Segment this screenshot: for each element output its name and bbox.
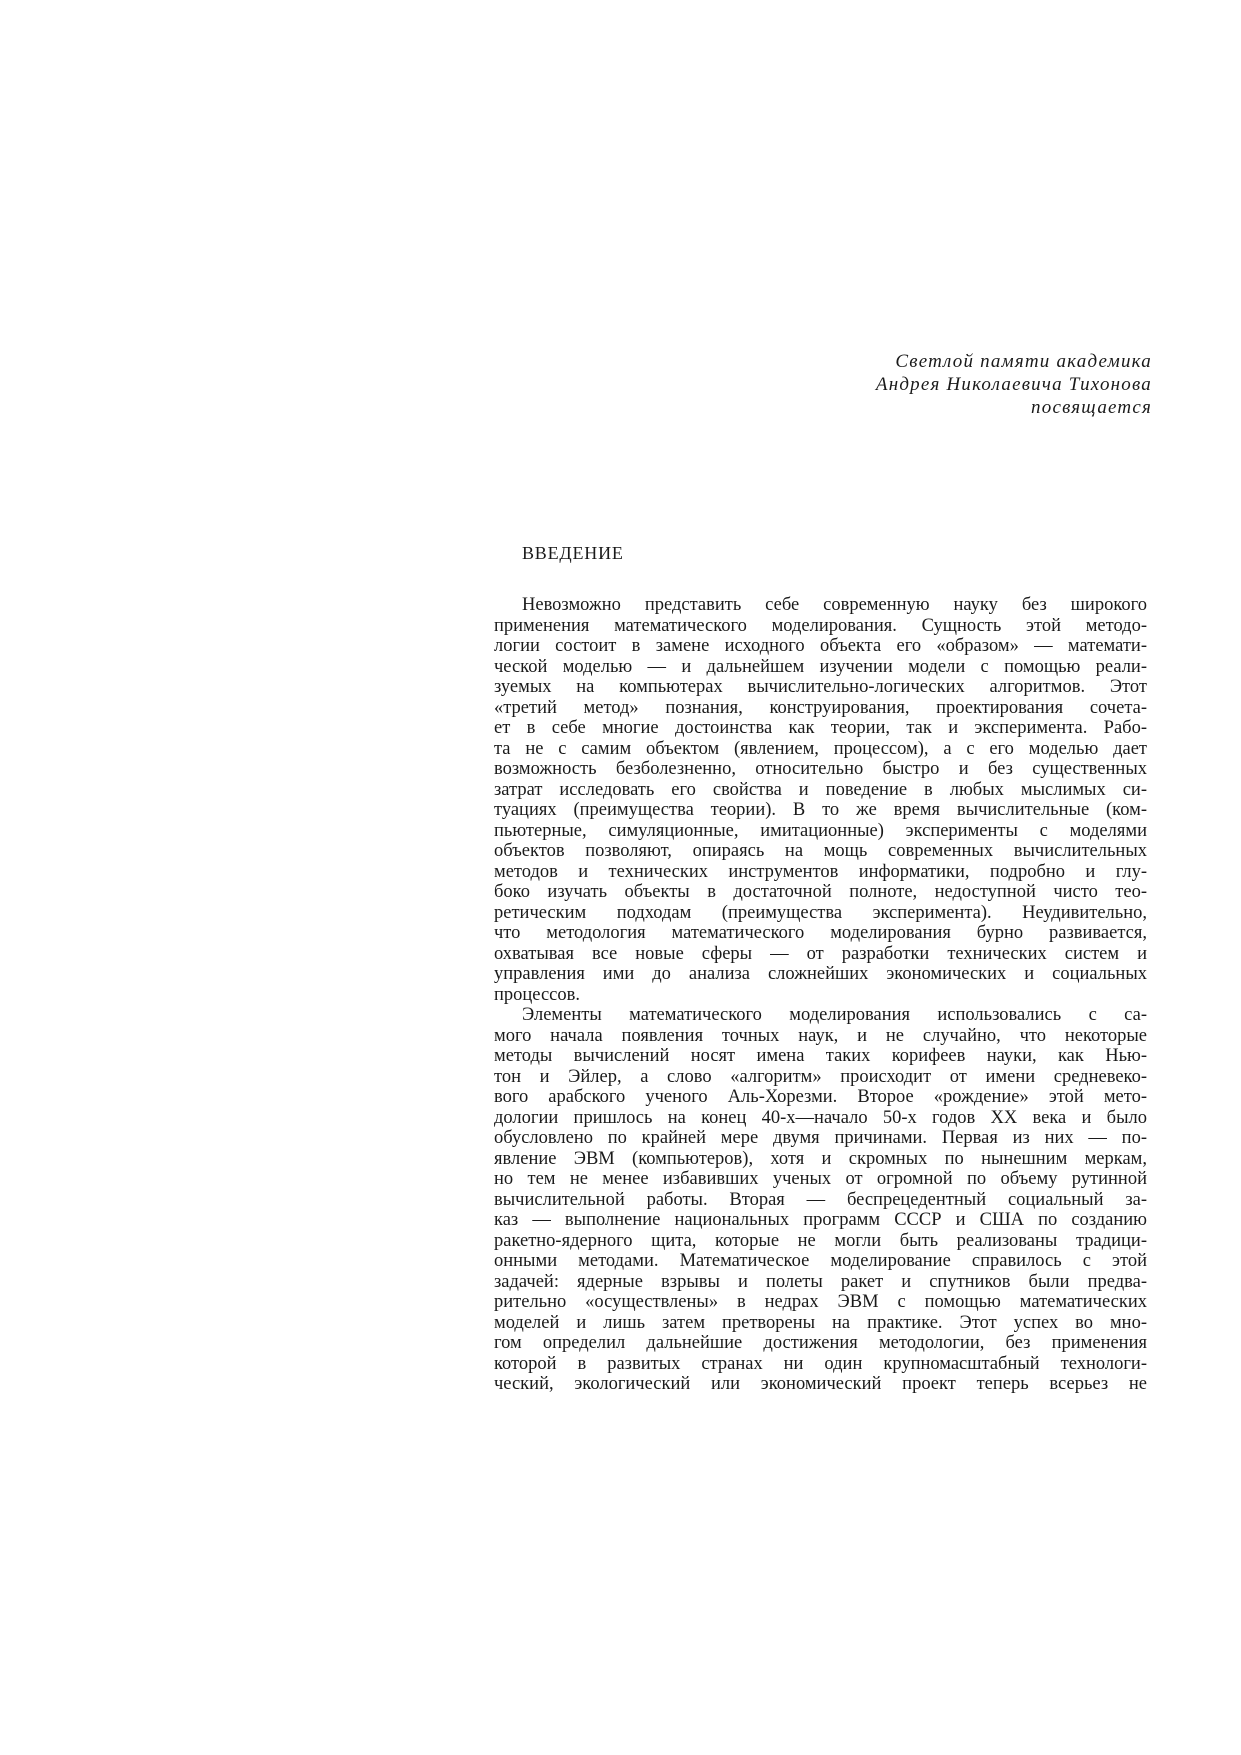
text-line: каз — выполнение национальных программ СССР и США по созданию (494, 1210, 1147, 1230)
text-line: зуемых на компьютерах вычислительно-логических алгоритмов. Этот (494, 677, 1147, 697)
text-line: возможность безболезненно, относительно быстро и без существенных (494, 759, 1147, 779)
text-line: затрат исследовать его свойства и поведение в любых мыслимых си- (494, 779, 1147, 800)
body-text (494, 595, 1147, 1395)
text-line: логии состоит в замене исходного объекта его «образом» — математи- (494, 636, 1147, 656)
text-line: методов и технических инструментов информатики, подробно и глу- (494, 861, 1147, 882)
text-line: ракетно-ядерного щита, которые не могли быть реализованы традици- (494, 1230, 1147, 1251)
text-line: «третий метод» познания, конструирования, проектирования сочета- (494, 697, 1147, 718)
text-line: управления ими до анализа сложнейших экономических и социальных (494, 964, 1147, 984)
text-line: Невозможно представить себе современную науку без широкого (522, 595, 1147, 615)
text-line: охватывая все новые сферы — от разработки технических систем и (494, 943, 1147, 964)
dedication (760, 350, 1152, 419)
dedication-line: Андрея Николаевича Тихонова (875, 374, 1152, 395)
text-line: тон и Эйлер, а слово «алгоритм» происходит от имени средневеко- (494, 1066, 1147, 1087)
text-line: процессов. (494, 984, 581, 1005)
text-line: вого арабского ученого Аль-Хорезми. Второе «рождение» этой мето- (494, 1087, 1147, 1107)
text-line: задачей: ядерные взрывы и полеты ракет и спутников были предва- (494, 1271, 1147, 1292)
text-line: но тем не менее избавивших ученых от огромной по объему рутинной (494, 1169, 1147, 1189)
section-title: ВВЕДЕНИЕ (522, 543, 624, 563)
paragraph-1 (494, 595, 1147, 1005)
text-line: обусловлено по крайней мере двумя причинами. Первая из них — по- (494, 1128, 1147, 1148)
text-line: пьютерные, симуляционные, имитационные) эксперименты с моделями (494, 820, 1147, 841)
text-line: явление ЭВМ (компьютеров), хотя и скромных по нынешним меркам, (494, 1148, 1147, 1169)
text-line: Элементы математического моделирования использовались с са- (522, 1005, 1147, 1025)
text-line: ет в себе многие достоинства как теории, так и эксперимента. Рабо- (494, 718, 1147, 738)
text-line: ческой моделью — и дальнейшем изучении модели с помощью реали- (494, 656, 1147, 677)
dedication-line: Светлой памяти академика (895, 351, 1152, 372)
text-line: что методология математического моделирования бурно развивается, (494, 923, 1147, 943)
text-line: методы вычислений носят имена таких корифеев науки, как Нью- (494, 1046, 1147, 1066)
paragraph-2 (494, 1005, 1147, 1395)
text-line: боко изучать объекты в достаточной полноте, недоступной чисто тео- (494, 882, 1147, 902)
text-line: онными методами. Математическое моделирование справилось с этой (494, 1251, 1147, 1271)
text-line: применения математического моделирования. Сущность этой методо- (494, 615, 1147, 636)
text-line: моделей и лишь затем претворены на практике. Этот успех во мно- (494, 1312, 1147, 1333)
text-line: ретическим подходам (преимущества эксперимента). Неудивительно, (494, 902, 1147, 923)
text-line: туациях (преимущества теории). В то же время вычислительные (ком- (494, 800, 1147, 820)
text-line: гом определил дальнейшие достижения методологии, без применения (494, 1333, 1147, 1353)
text-line: рительно «осуществлены» в недрах ЭВМ с помощью математических (494, 1292, 1147, 1312)
text-line: та не с самим объектом (явлением, процессом), а с его моделью дает (494, 738, 1147, 759)
text-line: объектов позволяют, опираясь на мощь современных вычислительных (494, 841, 1147, 861)
text-line: которой в развитых странах ни один крупномасштабный технологи- (494, 1353, 1147, 1374)
text-line: дологии пришлось на конец 40-х—начало 50-х годов XX века и было (494, 1107, 1147, 1128)
dedication-line: посвящается (1031, 397, 1152, 418)
text-line: вычислительной работы. Вторая — беспрецедентный социальный за- (494, 1189, 1147, 1210)
text-line: ческий, экологический или экономический проект теперь всерьез не (494, 1374, 1147, 1394)
text-line: мого начала появления точных наук, и не случайно, что некоторые (494, 1025, 1147, 1046)
